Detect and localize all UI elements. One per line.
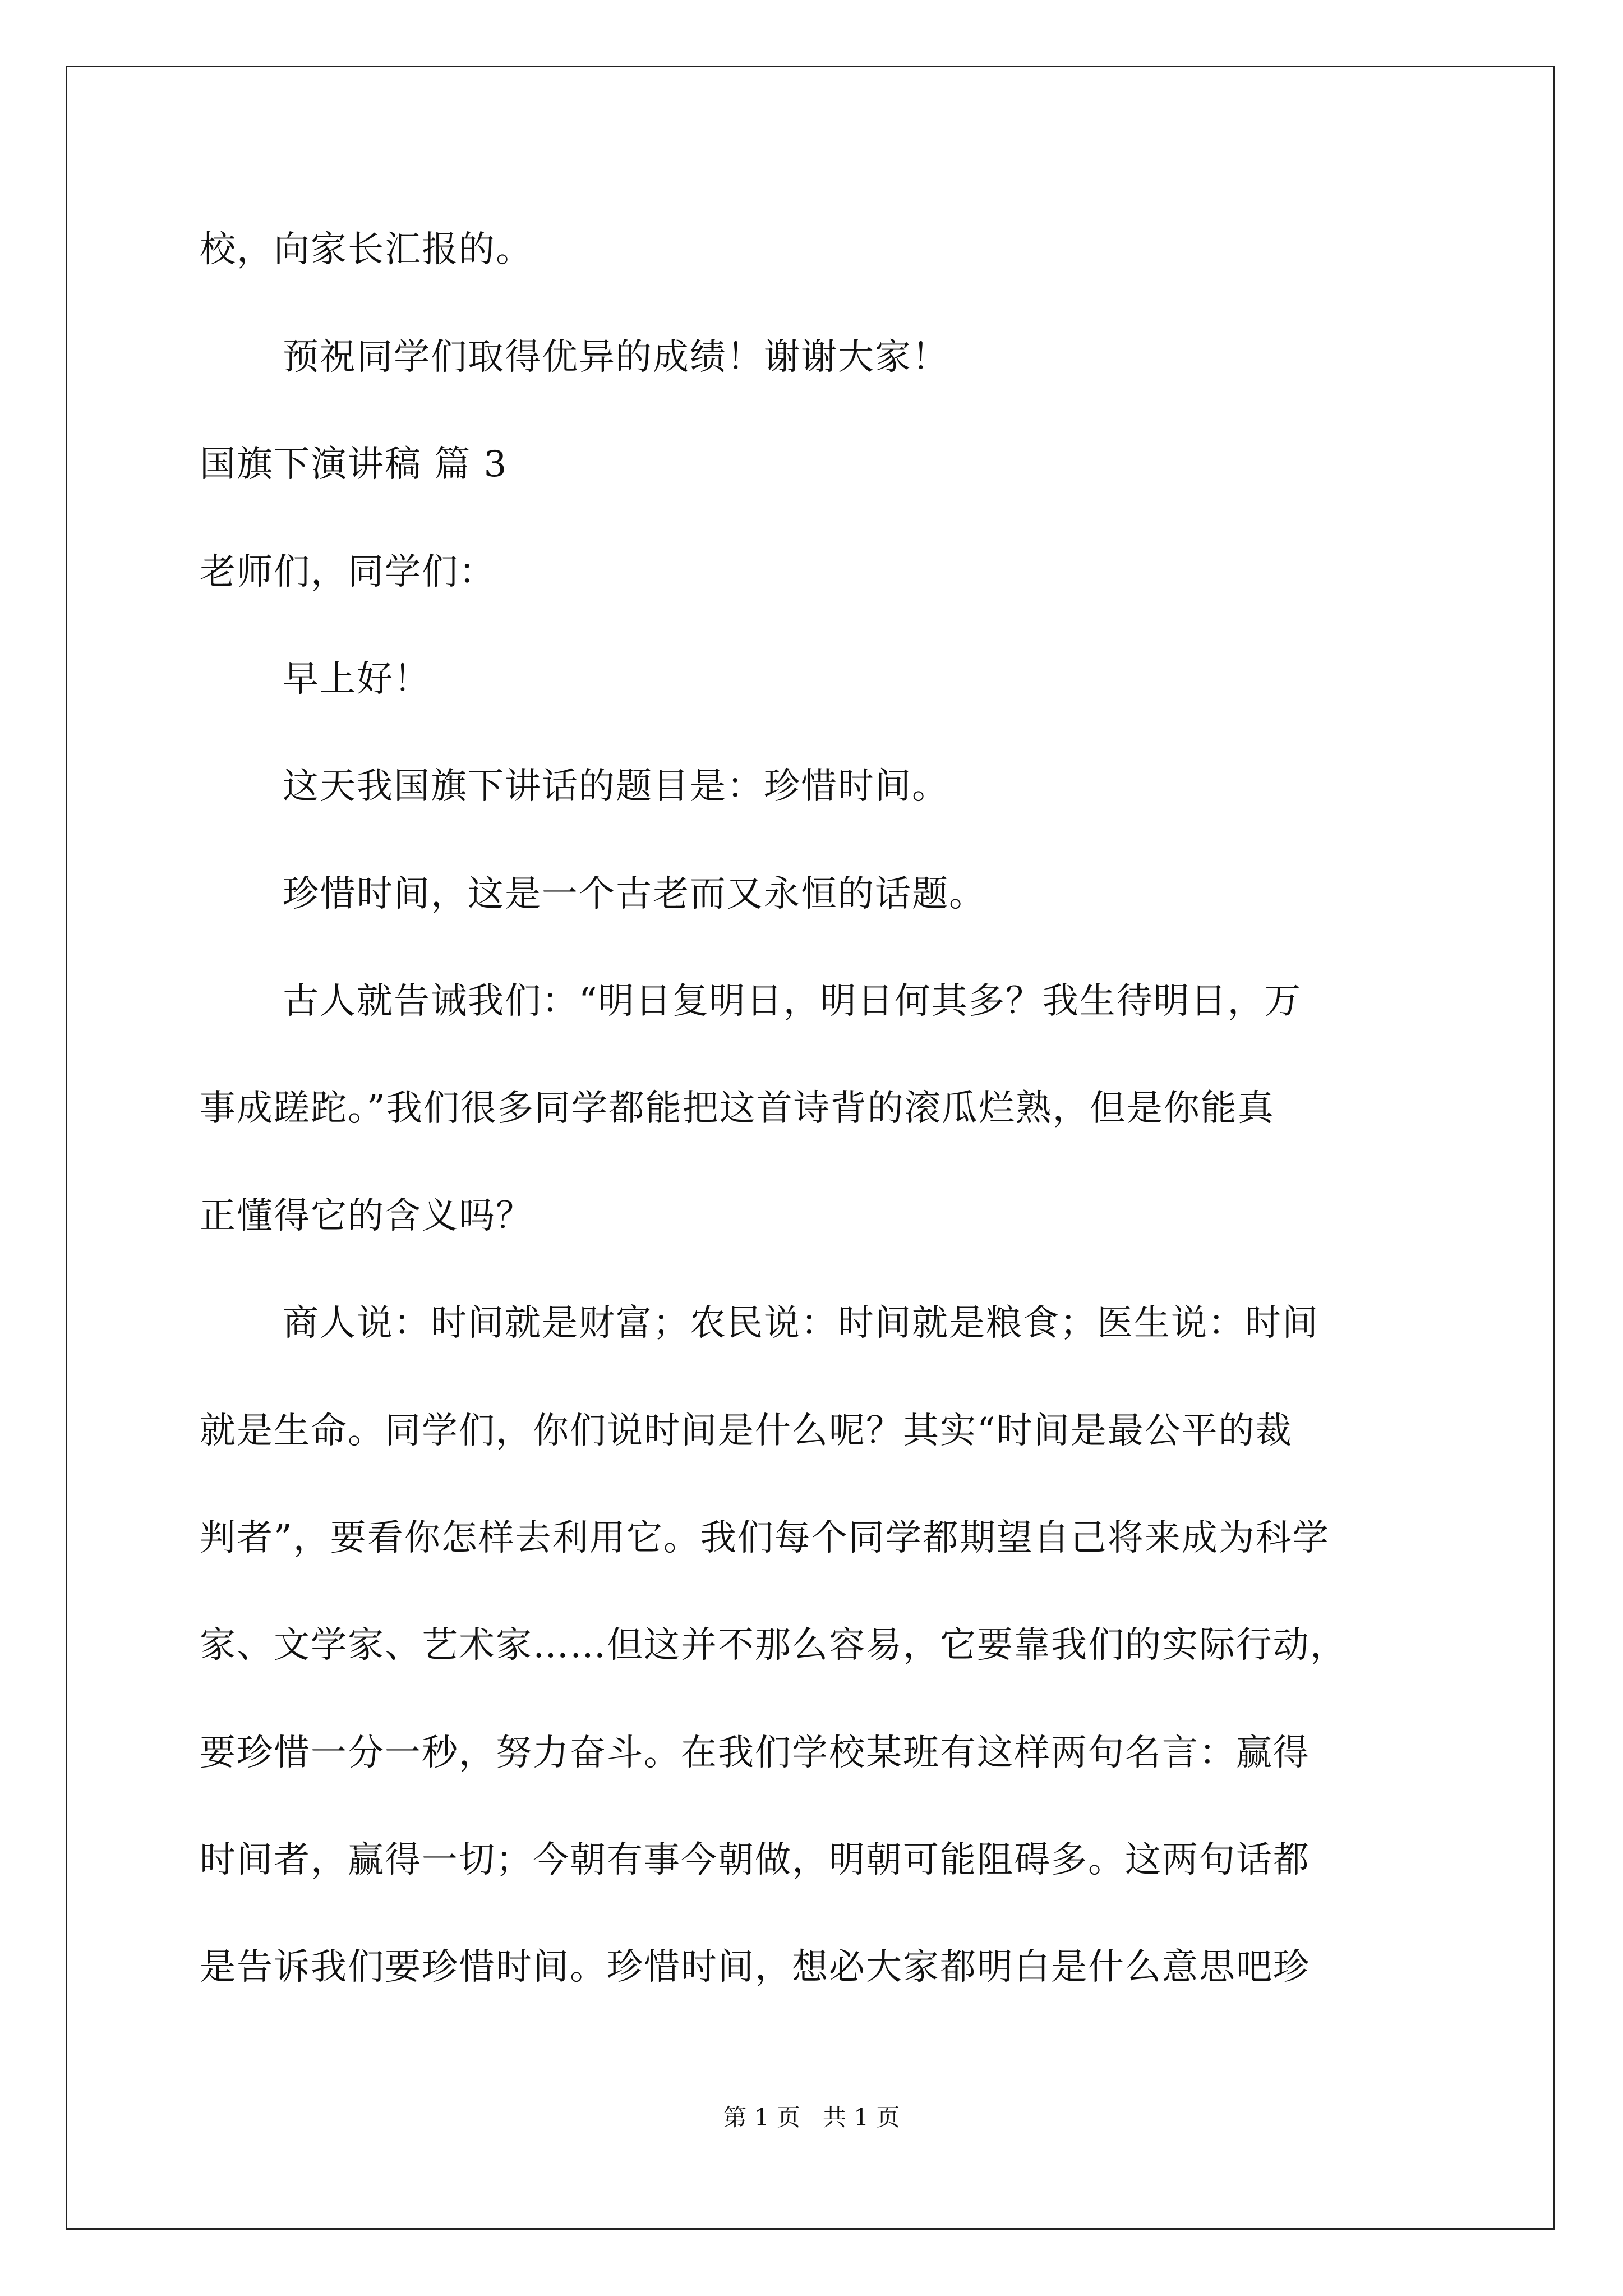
section-heading: 国旗下演讲稿 篇 3 [200, 444, 508, 485]
text-line: 早上好！ [283, 659, 431, 700]
text-line: 古人就告诫我们：“明日复明日，明日何其多？我生待明日，万 [283, 981, 1302, 1022]
salutation: 老师们，同学们： [200, 551, 496, 593]
text-line: 是告诉我们要珍惜时间。珍惜时间，想必大家都明白是什么意思吧珍 [200, 1947, 1310, 1988]
text-line: 预祝同学们取得优异的成绩！谢谢大家！ [283, 337, 949, 378]
text-line: 时间者，赢得一切；今朝有事今朝做，明朝可能阻碍多。这两句话都 [200, 1839, 1310, 1881]
text-line: 判者”，要看你怎样去利用它。我们每个同学都期望自己将来成为科学 [200, 1517, 1330, 1559]
text-line: 事成蹉跎。”我们很多同学都能把这首诗背的滚瓜烂熟，但是你能真 [200, 1088, 1275, 1129]
text-line: 商人说：时间就是财富；农民说：时间就是粮食；医生说：时间 [283, 1303, 1319, 1344]
text-line: 这天我国旗下讲话的题目是：珍惜时间。 [283, 766, 949, 807]
text-line: 家、文学家、艺术家……但这并不那么容易，它要靠我们的实际行动， [200, 1625, 1347, 1666]
text-line: 就是生命。同学们，你们说时间是什么呢？其实“时间是最公平的裁 [200, 1410, 1293, 1452]
text-line: 珍惜时间，这是一个古老而又永恒的话题。 [283, 873, 986, 915]
page-footer: 第 1 页 共 1 页 [723, 2104, 900, 2131]
text-line: 要珍惜一分一秒，努力奋斗。在我们学校某班有这样两句名言：赢得 [200, 1732, 1310, 1774]
page-border [66, 66, 1555, 2230]
text-line: 校，向家长汇报的。 [200, 229, 533, 270]
text-line: 正懂得它的含义吗？ [200, 1195, 533, 1237]
